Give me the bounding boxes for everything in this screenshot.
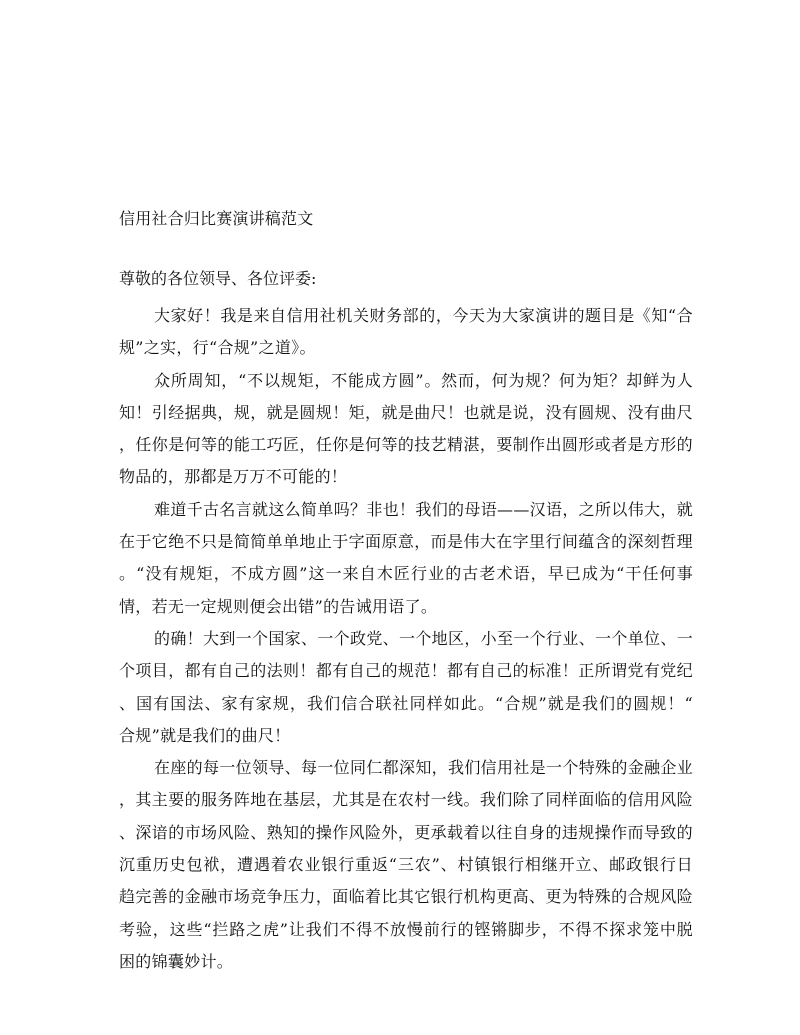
paragraph-line: 难道千古名言就这么简单吗？非也！我们的母语——汉语，之所以伟大，就 (154, 499, 693, 519)
paragraph-line: 在座的每一位领导、每一位同仁都深知，我们信用社是一个特殊的金融企业 (154, 758, 693, 778)
paragraph-line: 在于它绝不只是简简单单地止于字面原意，而是伟大在字里行间蕴含的深刻哲理 (119, 532, 693, 552)
document-title: 信用社合归比赛演讲稿范文 (119, 209, 314, 228)
paragraph-line: 物品的，那都是万万不可能的！ (119, 467, 348, 487)
paragraph-line: ，任你是何等的能工巧匠，任你是何等的技艺精湛，要制作出圆形或者是方形的 (119, 435, 693, 455)
paragraph-line: 情，若无一定规则便会出错”的告诫用语了。 (119, 596, 438, 616)
document-body (119, 300, 693, 978)
paragraph (119, 752, 693, 978)
paragraph-line: 知！引经据典，规，就是圆规！矩，就是曲尺！也就是说，没有圆规、没有曲尺 (119, 402, 693, 422)
paragraph-line: 的确！大到一个国家、一个政党、一个地区，小至一个行业、一个单位、一 (154, 628, 693, 648)
paragraph (119, 623, 693, 752)
paragraph (119, 494, 693, 623)
paragraph-line: 众所周知，“不以规矩，不能成方圆”。然而，何为规？何为矩？却鲜为人 (154, 370, 693, 390)
paragraph-line: 。“没有规矩，不成方圆”这一来自木匠行业的古老术语，早已成为“干任何事 (119, 564, 693, 584)
salutation: 尊敬的各位领导、各位评委: (119, 269, 317, 288)
paragraph-line: 、深谙的市场风险、熟知的操作风险外，更承载着以往自身的违规操作而导致的 (119, 822, 693, 842)
paragraph-line: ，其主要的服务阵地在基层，尤其是在农村一线。我们除了同样面临的信用风险 (119, 790, 693, 810)
paragraph-line: 沉重历史包袱，遭遇着农业银行重返“三农”、村镇银行相继开立、邮政银行日 (119, 855, 693, 875)
paragraph-line: 困的锦囊妙计。 (119, 951, 234, 971)
paragraph-line: 规”之实，行“合规”之道》。 (119, 338, 316, 358)
paragraph-line: 大家好！我是来自信用社机关财务部的，今天为大家演讲的题目是《知“合 (154, 306, 693, 325)
paragraph-line: 考验，这些“拦路之虎”让我们不得不放慢前行的铿锵脚步，不得不探求笼中脱 (119, 919, 693, 939)
paragraph (119, 300, 693, 365)
paragraph (119, 365, 693, 494)
paragraph-line: 趋完善的金融市场竞争压力，面临着比其它银行机构更高、更为特殊的合规风险 (119, 887, 693, 907)
paragraph-line: 、国有国法、家有家规，我们信合联社同样如此。“合规”就是我们的圆规！“ (119, 693, 693, 713)
paragraph-line: 个项目，都有自己的法则！都有自己的规范！都有自己的标准！正所谓党有党纪 (119, 661, 693, 681)
paragraph-line: 合规”就是我们的曲尺！ (119, 725, 291, 745)
